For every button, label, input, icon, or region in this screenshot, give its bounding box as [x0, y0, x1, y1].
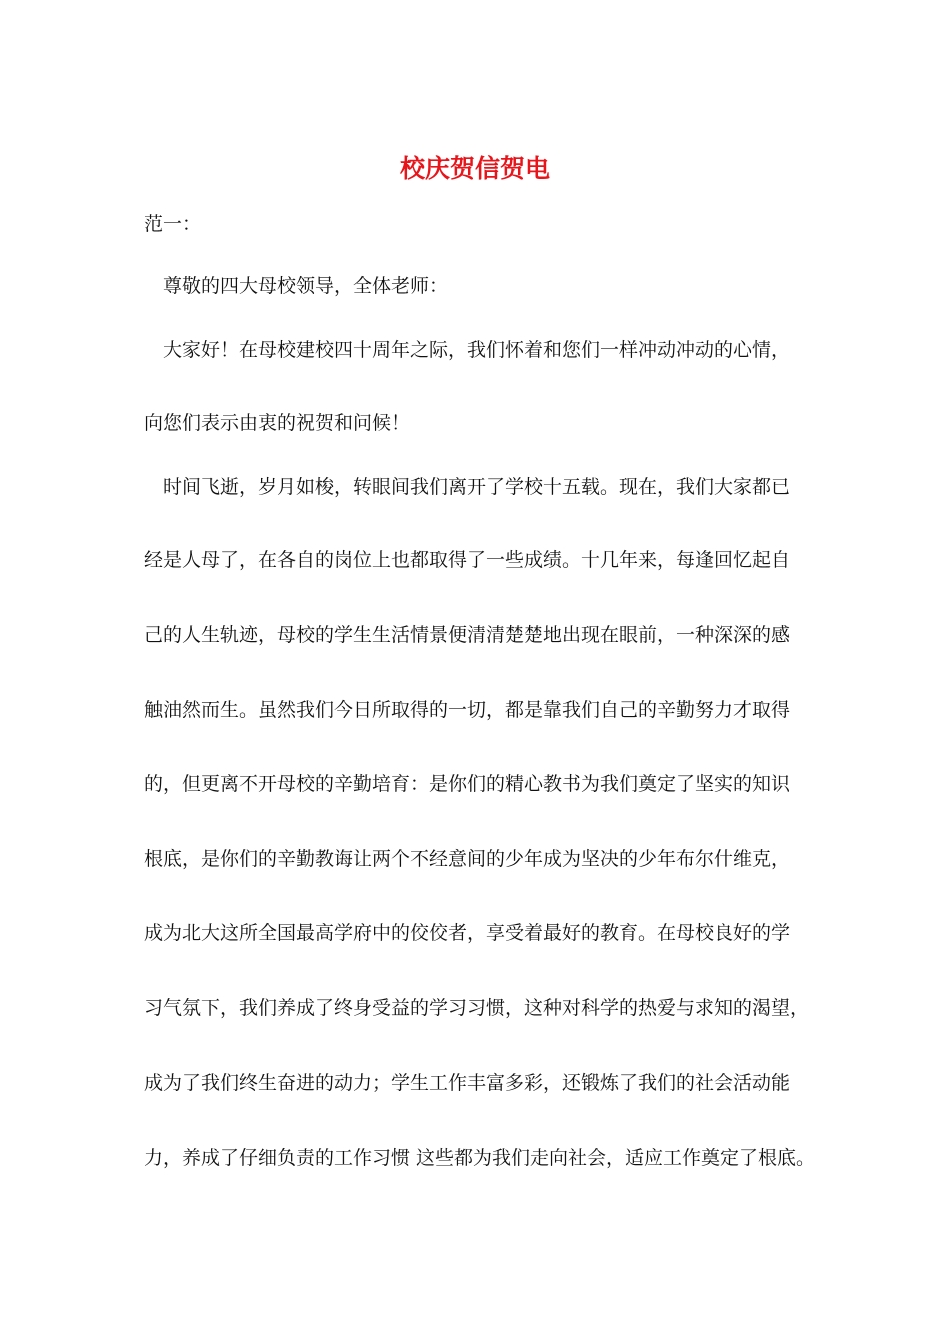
section-label: 范一：	[144, 213, 202, 235]
paragraph-line: 成为北大这所全国最高学府中的佼佼者，享受着最好的教育。在母校良好的学	[144, 922, 791, 944]
paragraph-line: 根底，是你们的辛勤教诲让两个不经意间的少年成为坚决的少年布尔什维克，	[144, 848, 791, 870]
paragraph-line: 向您们表示由衷的祝贺和问候！	[144, 412, 411, 434]
paragraph-line: 触油然而生。虽然我们今日所取得的一切，都是靠我们自己的辛勤努力才取得	[144, 699, 791, 721]
paragraph-line: 力，养成了仔细负责的工作习惯 这些都为我们走向社会，适应工作奠定了根底。	[144, 1147, 816, 1169]
document-title: 校庆贺信贺电	[399, 154, 550, 183]
paragraph-line: 经是人母了，在各自的岗位上也都取得了一些成绩。十几年来，每逢回忆起自	[144, 549, 791, 571]
paragraph-line: 时间飞逝，岁月如梭，转眼间我们离开了学校十五载。现在，我们大家都已	[163, 476, 791, 498]
salutation: 尊敬的四大母校领导，全体老师：	[163, 275, 449, 297]
paragraph-line: 习气氛下，我们养成了终身受益的学习习惯，这种对科学的热爱与求知的渴望，	[144, 997, 810, 1019]
paragraph-line: 成为了我们终生奋进的动力；学生工作丰富多彩，还锻炼了我们的社会活动能	[144, 1072, 791, 1094]
paragraph-line: 大家好！在母校建校四十周年之际，我们怀着和您们一样冲动冲动的心情，	[163, 339, 791, 361]
paragraph-line: 的，但更离不开母校的辛勤培育：是你们的精心教书为我们奠定了坚实的知识	[144, 773, 791, 795]
paragraph-line: 己的人生轨迹，母校的学生生活情景便清清楚楚地出现在眼前，一种深深的感	[144, 624, 791, 646]
